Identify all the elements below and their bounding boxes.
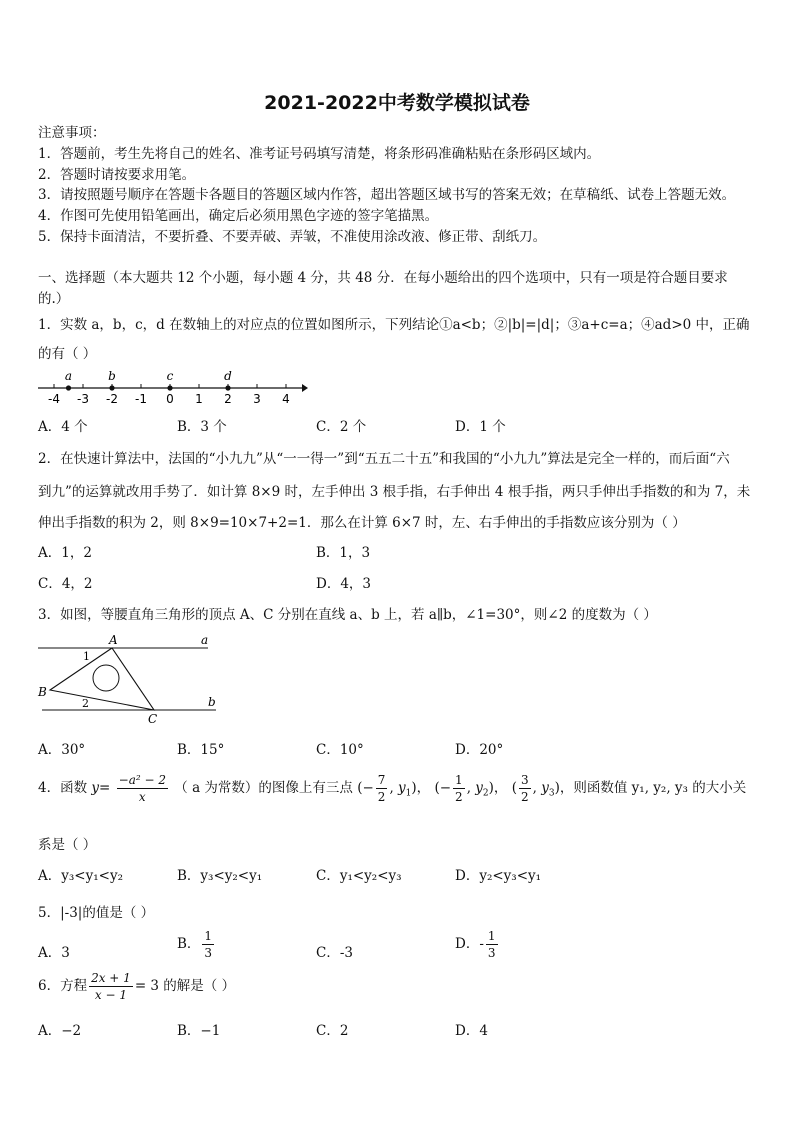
q5-option-a[interactable]: A．3	[38, 945, 70, 961]
number-line-point-d	[225, 385, 230, 390]
q3-option-b[interactable]: B．15°	[177, 742, 225, 758]
number-line-tick-label: 4	[282, 392, 290, 406]
notice-item: 5．保持卡面清洁，不要折叠、不要弄破、弄皱，不准使用涂改液、修正带、刮纸刀。	[38, 229, 547, 245]
question-6-text	[38, 972, 235, 1001]
q5-option-c[interactable]: C．-3	[316, 945, 353, 961]
number-line-point-c	[167, 385, 172, 390]
q6-option-c[interactable]: C．2	[316, 1023, 349, 1039]
p3-den: 2	[520, 790, 529, 804]
q4-function-fraction	[117, 774, 168, 803]
q4-point1-x	[376, 774, 388, 803]
q3-option-a[interactable]: A．30°	[38, 742, 86, 758]
notice-heading: 注意事项：	[38, 125, 106, 141]
q1-option-c[interactable]: C．2 个	[316, 419, 367, 435]
question-4-text: 4．函数 y= $\frac{\text{−a² − 2}}{x}$ （ a 为常数）的图像上有三点 (− $\frac{7}{2}$ , $y_1$)， (− $\frac{1}{2}$ , $y_2$)， ( $\frac{3}{2}$ , $y_3$)，则函数值 y₁, y₂, y₃ 的大小关	[38, 773, 747, 804]
q6-suffix: = 3 的解是（ ）	[134, 978, 236, 994]
triangle-figure	[36, 630, 226, 726]
section-heading-cont: 的.）	[38, 291, 70, 307]
label-a: a	[201, 633, 209, 647]
number-line-point-label-d: d	[224, 369, 232, 383]
q6-den: x − 1	[94, 988, 127, 1002]
number-line-point-label-b: b	[108, 369, 116, 383]
q5-d-prefix: D．-	[455, 936, 484, 952]
p1-num: 7	[377, 773, 386, 787]
p2-num: 1	[455, 773, 463, 787]
q4-point2-x	[453, 774, 465, 803]
notice-item: 2．答题时请按要求用笔。	[38, 167, 196, 183]
number-line-tick-label: -3	[77, 392, 89, 406]
q2-option-a[interactable]: A．1，2	[38, 545, 92, 561]
notice-item: 4．作图可先使用铅笔画出，确定后必须用黑色字迹的签字笔描黑。	[38, 208, 439, 224]
page-title: 2021-2022中考数学模拟试卷	[264, 92, 530, 114]
question-4-text-cont: 系是（ ）	[38, 837, 97, 853]
question-1-text: 1．实数 a，b，c，d 在数轴上的对应点的位置如图所示，下列结论①a<b；②|b|=|d|；③a+c=a；④ad>0 中，正确	[38, 317, 750, 333]
number-line-figure	[36, 362, 311, 406]
label-A: A	[109, 633, 118, 647]
question-2-text: 2．在快速计算法中，法国的“小九九”从“一一得一”到“五五二十五”和我国的“小九九”算法是完全一样的，而后面“六	[38, 451, 730, 467]
q1-option-a[interactable]: A．4 个	[38, 419, 88, 435]
q4-suffix: ，则函数值 y₁, y₂, y₃ 的大小关	[559, 780, 747, 796]
number-line-tick-label: -2	[106, 392, 118, 406]
q5-b-num: 1	[204, 929, 213, 943]
number-line-tick-label: 2	[224, 392, 232, 406]
q4-func-numerator: −a² − 2	[118, 773, 166, 787]
section-heading: 一、选择题（本大题共 12 个小题，每小题 4 分，共 48 分．在每小题给出的四个选项中，只有一项是符合题目要求	[38, 270, 728, 286]
q4-option-a[interactable]: A．y₃<y₁<y₂	[38, 868, 123, 884]
number-line-tick-label: 3	[253, 392, 261, 406]
q5-d-den: 3	[487, 946, 496, 960]
q4-prefix: 4．函数	[38, 780, 88, 796]
question-3-text: 3．如图，等腰直角三角形的顶点 A、C 分别在直线 a、b 上，若 a∥b，∠1=30°，则∠2 的度数为（ ）	[38, 607, 657, 623]
number-line-arrow	[302, 384, 308, 392]
q3-option-d[interactable]: D．20°	[455, 742, 504, 758]
p1-den: 2	[377, 790, 386, 804]
label-angle-1: 1	[83, 650, 90, 663]
q6-num: 2x + 1	[91, 971, 131, 985]
q6-option-b[interactable]: B．−1	[177, 1023, 221, 1039]
number-line-point-a	[66, 385, 71, 390]
q4-func-y: y	[91, 780, 100, 796]
number-line-tick-label: -1	[135, 392, 147, 406]
number-line-tick-label: 1	[195, 392, 203, 406]
label-angle-2: 2	[82, 697, 89, 710]
q4-option-d[interactable]: D．y₂<y₃<y₁	[455, 868, 542, 884]
number-line-point-b	[109, 385, 114, 390]
p2-den: 2	[455, 790, 463, 804]
q4-option-b[interactable]: B．y₃<y₂<y₁	[177, 868, 263, 884]
q2-option-c[interactable]: C．4，2	[38, 576, 93, 592]
q4-option-c[interactable]: C．y₁<y₂<y₃	[316, 868, 402, 884]
notice-item: 1．答题前，考生先将自己的姓名、准考证号码填写清楚，将条形码准确粘贴在条形码区域内。	[38, 146, 601, 162]
triangle-abc	[50, 648, 154, 710]
notice-item: 3．请按照题号顺序在答题卡各题目的答题区域内作答，超出答题区域书写的答案无效；在草稿纸、试卷上答题无效。	[38, 187, 736, 203]
q3-option-c[interactable]: C．10°	[316, 742, 364, 758]
label-B: B	[38, 685, 47, 699]
triangle-circle	[93, 665, 119, 691]
q5-option-b[interactable]	[177, 930, 216, 959]
label-C: C	[148, 712, 158, 726]
p3-num: 3	[520, 773, 529, 787]
q1-option-d[interactable]: D．1 个	[455, 419, 506, 435]
q4-mid: （ a 为常数）的图像上有三点	[174, 780, 353, 796]
q5-b-den: 3	[204, 946, 213, 960]
q6-prefix: 6．方程	[38, 978, 88, 994]
q2-option-b[interactable]: B．1，3	[316, 545, 371, 561]
q5-d-num: 1	[487, 929, 496, 943]
question-5-text: 5．|-3|的值是（ ）	[38, 905, 155, 921]
q5-b-prefix: B．	[177, 936, 201, 952]
q4-point3-x	[519, 774, 531, 803]
number-line-point-label-a: a	[64, 369, 73, 383]
question-2-text-cont: 伸出手指数的积为 2，则 8×9=10×7+2=1．那么在计算 6×7 时，左、右手伸出的手指数应该分别为（ ）	[38, 515, 686, 531]
q6-option-a[interactable]: A．−2	[38, 1023, 82, 1039]
question-2-text-cont: 到九”的运算就改用手势了．如计算 8×9 时，左手伸出 3 根手指，右手伸出 4 根手指，两只手伸出手指数的和为 7，未	[38, 484, 751, 500]
q2-option-d[interactable]: D．4，3	[316, 576, 372, 592]
question-1-text-cont: 的有（ ）	[38, 346, 97, 362]
number-line-tick-label: -4	[48, 392, 60, 406]
q6-option-d[interactable]: D．4	[455, 1023, 488, 1039]
q5-option-d[interactable]	[455, 930, 500, 959]
q4-func-denominator: x	[138, 790, 146, 804]
number-line-point-label-c: c	[166, 369, 174, 383]
q1-option-b[interactable]: B．3 个	[177, 419, 227, 435]
label-b: b	[208, 695, 216, 709]
q6-fraction	[89, 972, 133, 1001]
number-line-tick-label: 0	[166, 392, 174, 406]
